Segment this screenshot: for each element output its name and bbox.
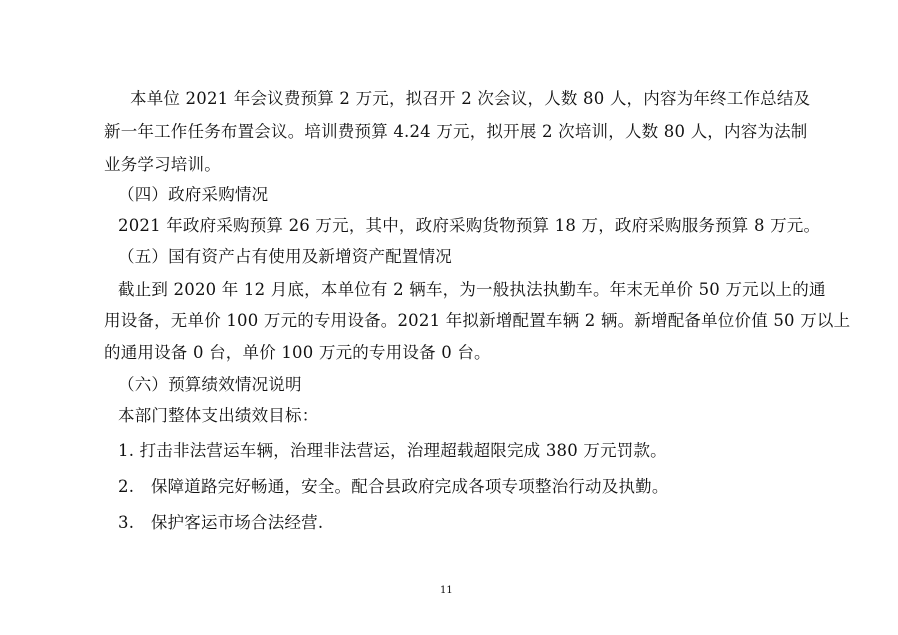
procurement-paragraph-line-1: 2021 年政府采购预算 26 万元，其中，政府采购货物预算 18 万，政府采购服务预算 8 万元。: [118, 216, 821, 235]
page-number: 11: [440, 585, 453, 596]
performance-intro: 本部门整体支出绩效目标：: [118, 406, 319, 425]
assets-paragraph-line-2: 用设备，无单价 100 万元的专用设备。2021 年拟新增配置车辆 2 辆。新增配备单位价值 50 万以上: [104, 311, 851, 330]
assets-heading: （五）国有资产占有使用及新增资产配置情况: [118, 247, 452, 266]
performance-item-1: 1. 打击非法营运车辆，治理非法营运，治理超载超限完成 380 万元罚款。: [118, 441, 667, 460]
assets-paragraph-line-1: 截止到 2020 年 12 月底，本单位有 2 辆车，为一般执法执勤车。年末无单价 50 万元以上的通: [118, 280, 826, 299]
assets-paragraph-line-3: 的通用设备 0 台，单价 100 万元的专用设备 0 台。: [104, 343, 491, 362]
meeting-paragraph-line-1: 本单位 2021 年会议费预算 2 万元，拟召开 2 次会议，人数 80 人，内容为年终工作总结及: [130, 89, 811, 108]
meeting-paragraph-line-2: 新一年工作任务布置会议。培训费预算 4.24 万元，拟开展 2 次培训，人数 80 人，内容为法制: [104, 122, 808, 141]
procurement-heading: （四）政府采购情况: [118, 185, 269, 204]
meeting-paragraph-line-3: 业务学习培训。: [104, 155, 221, 174]
performance-item-2: 2. 保障道路完好畅通，安全。配合县政府完成各项专项整治行动及执勤。: [118, 477, 669, 496]
performance-heading: （六）预算绩效情况说明: [118, 375, 302, 394]
performance-item-3: 3. 保护客运市场合法经营.: [118, 513, 324, 532]
